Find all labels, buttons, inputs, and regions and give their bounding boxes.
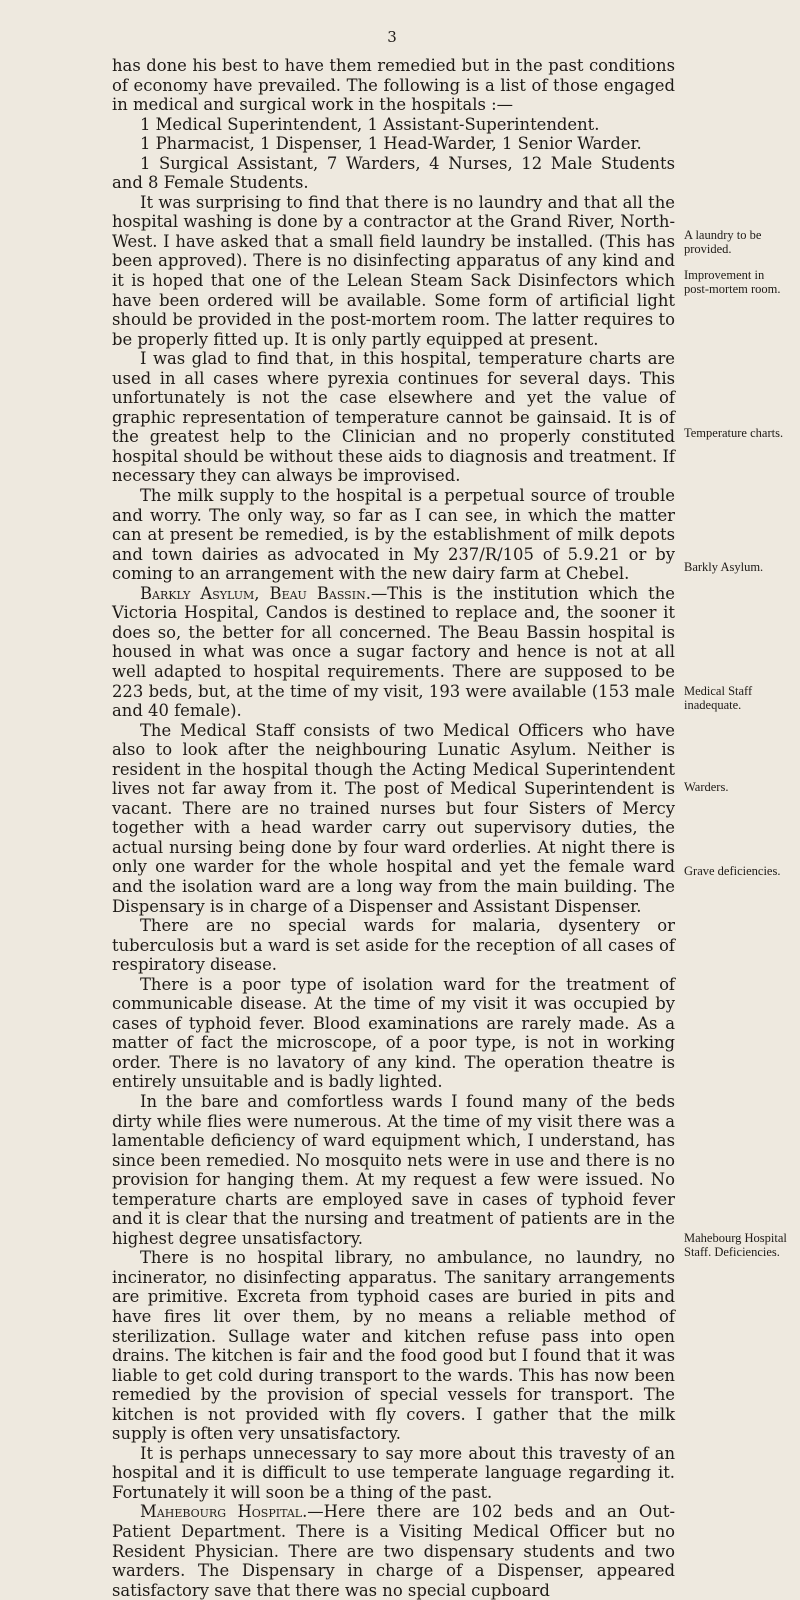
margin-note-grave-deficiencies: Grave deficiencies.: [684, 864, 781, 878]
paragraph-special-wards: There are no special wards for malaria, dysentery or tuberculosis but a ward is set aside for the reception of all cases of respiratory disease.: [112, 916, 675, 975]
margin-note-post-mortem: Improvement in post-mortem room.: [684, 268, 781, 296]
margin-note-temperature-charts: Temperature charts.: [684, 426, 784, 440]
paragraph-wards: In the bare and comfortless wards I found many of the beds dirty while flies were numerous. At the time of my visit there was a lamentable deficiency of ward equipment which, I understand, has since been remedied. No mosquito nets were in use and there is no provision for hanging them. At my request a few were issued. No temperature charts are employed save in cases of typhoid fever and it is clear that the nursing and treatment of patients are in the highest degree unsatisfactory.: [112, 1091, 675, 1248]
paragraph-temperature-charts: I was glad to find that, in this hospital, temperature charts are used in all cases where pyrexia continues for several days. This unfortunately is not the case elsewhere and yet the value of graphic representation of temperature cannot be gainsaid. It is of the greatest help to the Clinician and no properly constituted hospital should be without these aids to diagnosis and treatment. If necessary they can always be improvised.: [112, 349, 675, 486]
margin-note-laundry: A laundry to be provided.: [684, 228, 762, 256]
paragraph-laundry: It was surprising to find that there is no laundry and that all the hospital washing is done by a contractor at the Grand River, North-West. I have asked that a small field laundry be installed. (This has been approved). There is no disinfecting apparatus of any kind and it is hoped that one of the Lelean Steam Sack Disinfectors which have been ordered will be available. Some form of artificial light should be provided in the post-mortem room. The latter requires to be properly fitted up. It is only partly equipped at present.: [112, 192, 675, 349]
margin-note-barkly-asylum: Barkly Asylum.: [684, 560, 764, 574]
paragraph-mahebourg: [112, 1502, 675, 1600]
staff-list-line-1: 1 Medical Superintendent, 1 Assistant-Superintendent.: [140, 114, 600, 134]
section-heading-mahebourg: Mahebourg Hospital.: [140, 1502, 308, 1522]
section-heading-barkly: Barkly Asylum, Beau Bassin.: [140, 583, 371, 603]
page-number: 3: [387, 28, 397, 46]
margin-note-warders: Warders.: [684, 780, 729, 794]
staff-list-line-3: 1 Surgical Assistant, 7 Warders, 4 Nurses, 12 Male Students and 8 Female Students.: [112, 153, 675, 193]
paragraph-barkly-asylum: [112, 584, 675, 721]
paragraph-barkly-body: —This is the institution which the Victoria Hospital, Candos is destined to replace and, the sooner it does so, the better for all concerned. The Beau Bassin hospital is housed in what was once a sugar factory and hence is not at all well adapted to hospital requirements. There are supposed to be 223 beds, but, at the time of my visit, 193 were available (153 male and 40 female).: [112, 583, 675, 721]
paragraph-medical-staff: The Medical Staff consists of two Medical Officers who have also to look after the neighbouring Lunatic Asylum. Neither is resident in the hospital though the Acting Medical Superintendent lives not far away from it. The post of Medical Superintendent is vacant. There are no trained nurses but four Sisters of Mercy together with a head warder carry out supervisory duties, the actual nursing being done by four ward orderlies. At night there is only one warder for the whole hospital and yet the female ward and the isolation ward are a long way from the main building. The Dispensary is in charge of a Dispenser and Assistant Dispenser.: [112, 720, 675, 916]
paragraph-intro: has done his best to have them remedied but in the past conditions of economy have prevailed. The following is a list of those engaged in medical and surgical work in the hospitals :—: [112, 56, 675, 115]
margin-note-medical-staff: Medical Staff inadequate.: [684, 684, 753, 712]
paragraph-isolation-ward: There is a poor type of isolation ward for the treatment of communicable disease. At the time of my visit it was occupied by cases of typhoid fever. Blood examinations are rarely made. As a matter of fact the microscope, of a poor type, is not in working order. There is no lavatory of any kind. The operation theatre is entirely unsuitable and is badly lighted.: [112, 974, 675, 1092]
main-text-column: [112, 56, 675, 1600]
staff-list-line-2: 1 Pharmacist, 1 Dispenser, 1 Head-Warder, 1 Senior Warder.: [140, 134, 642, 154]
paragraph-mahebourg-body: —Here there are 102 beds and an Out-Patient Department. There is a Visiting Medical Officer but no Resident Physician. There are two dispensary students and two warders. The Dispensary in charge of a Dispenser, appeared satisfactory save that there was no special cupboard: [112, 1502, 675, 1600]
paragraph-travesty: It is perhaps unnecessary to say more about this travesty of an hospital and it is difficult to use temperate language regarding it. Fortunately it will soon be a thing of the past.: [112, 1443, 675, 1502]
margin-note-mahebourg: Mahebourg Hospital Staff. Deficiencies.: [684, 1231, 787, 1259]
paragraph-sanitary: There is no hospital library, no ambulance, no laundry, no incinerator, no disinfecting apparatus. The sanitary arrangements are primitive. Excreta from typhoid cases are buried in pits and have fires lit over them, by no means a reliable method of sterilization. Sullage water and kitchen refuse pass into open drains. The kitchen is fair and the food good but I found that it was liable to get cold during transport to the wards. This has now been remedied by the provision of special vessels for transport. The kitchen is not provided with fly covers. I gather that the milk supply is often very unsatisfactory.: [112, 1248, 675, 1444]
paragraph-milk-supply: The milk supply to the hospital is a perpetual source of trouble and worry. The only way, so far as I can see, in which the matter can at present be remedied, is by the establishment of milk depots and town dairies as advocated in My 237/R/105 of 5.9.21 or by coming to an arrangement with the new dairy farm at Chebel.: [112, 486, 675, 584]
